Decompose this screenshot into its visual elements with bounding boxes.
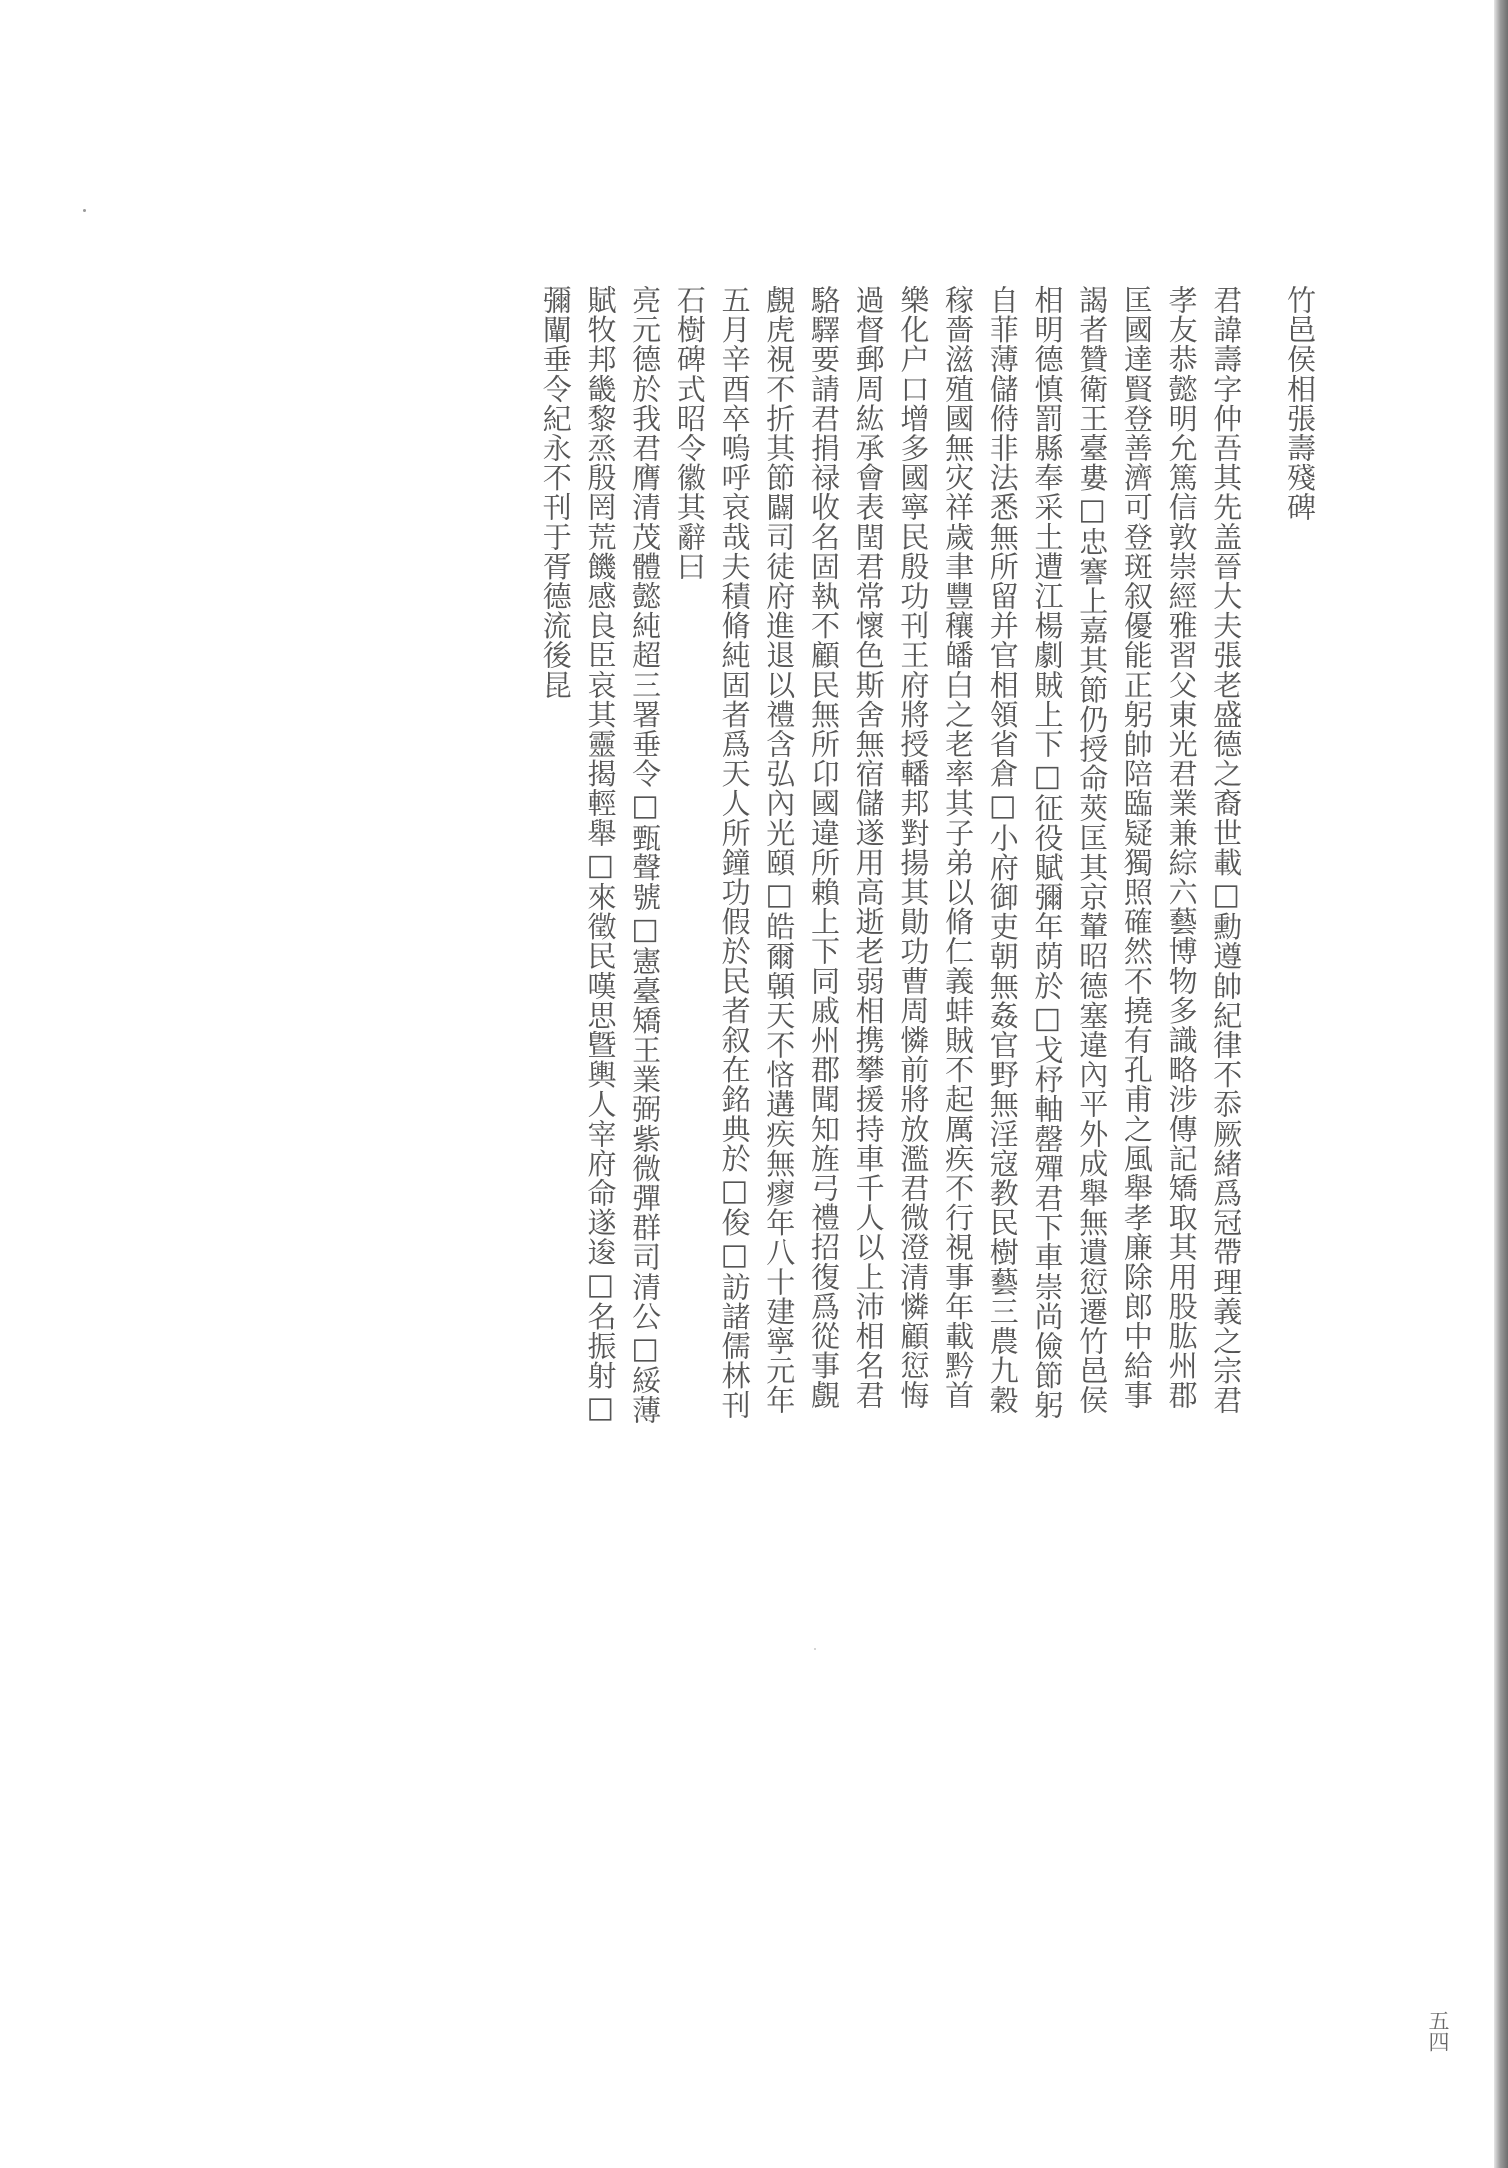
text-column: 孝友恭懿明允篤信敦崇經雅習父東光君業兼綜六藝博物多識略涉傳記矯取其用股肱州郡 xyxy=(1164,285,1199,1410)
text-column: 駱驛要請君捐禄收名固執不顧民無所卬國違所賴上下同戚州郡聞知旌弓禮招復爲從事覻 xyxy=(806,285,841,1410)
text-column: 樂化户口增多國寧民殷功刊王府將授轓邦對揚其勛功曹周憐前將放濫君微澄清憐顧愆悔 xyxy=(896,285,931,1410)
inscription-title: 竹邑侯相張壽殘碑 xyxy=(1283,285,1317,522)
text-column: 彌闡垂令紀永不刊于胥德流後昆 xyxy=(538,285,573,700)
text-column: 相明德慎罰縣奉采土遭江楊劇賊上下□征役賦彌年荫於□戈杼軸罄殫君下車崇尚儉節躬 xyxy=(1030,285,1065,1420)
text-column: 五月辛酉卒嗚呼哀哉夫積脩純固者爲天人所鐘功假於民者叙在銘典於□俊□訪諸儒林刊 xyxy=(717,285,752,1420)
text-column: 賦牧邦畿黎烝殷罔荒饑感良臣哀其靈揭輕舉□來徵民嘆思曁輿人宰府命遂逡□名振射□ xyxy=(583,285,618,1425)
text-column: 覻虎視不折其節闢司徒府進退以禮含弘內光頤□皓爾顊天不悋遘疾無瘳年八十建寧元年 xyxy=(762,285,797,1415)
paper-speck xyxy=(83,209,86,212)
page-number: 五四 xyxy=(1426,2010,1450,2052)
text-column: 匡國達賢登善濟可登斑叙優能正躬帥陪臨疑獨照確然不撓有孔甫之風舉孝廉除郎中給事 xyxy=(1119,285,1154,1410)
book-spine-shadow xyxy=(1494,0,1508,2168)
text-column: 君諱壽字仲吾其先盖晉大夫張老盛德之裔世載□勳遵帥紀律不忝厥緒爲冠帶理義之宗君 xyxy=(1209,285,1244,1415)
text-column: 稼嗇滋殖國無灾祥歲聿豐穰皤白之老率其子弟以脩仁義蚌賊不起厲疾不行視事年載黔首 xyxy=(941,285,976,1410)
text-column: 謁者贊衛王臺婁□忠謇上嘉其節仍授命莢匡其京輦昭德塞違內平外成舉無遺愆遷竹邑侯 xyxy=(1075,285,1110,1415)
text-column: 過督郵周紘承會表閏君常懷色斯舍無宿儲遂用高逝老弱相携攀援持車千人以上沛相名君 xyxy=(851,285,886,1410)
text-column: 亮元德於我君膺清茂體懿純超三署垂令□甄聲號□憲臺矯王業弼紫微彈群司清公□綏薄 xyxy=(628,285,663,1425)
inscription-text-block xyxy=(533,285,1322,1665)
text-column: 自菲薄儲偫非法悉無所留并官相領省倉□小府御吏朝無姦官野無淫寇教民樹藝三農九穀 xyxy=(985,285,1020,1415)
text-column: 石樹碑式昭令徽其辭曰 xyxy=(672,285,707,581)
